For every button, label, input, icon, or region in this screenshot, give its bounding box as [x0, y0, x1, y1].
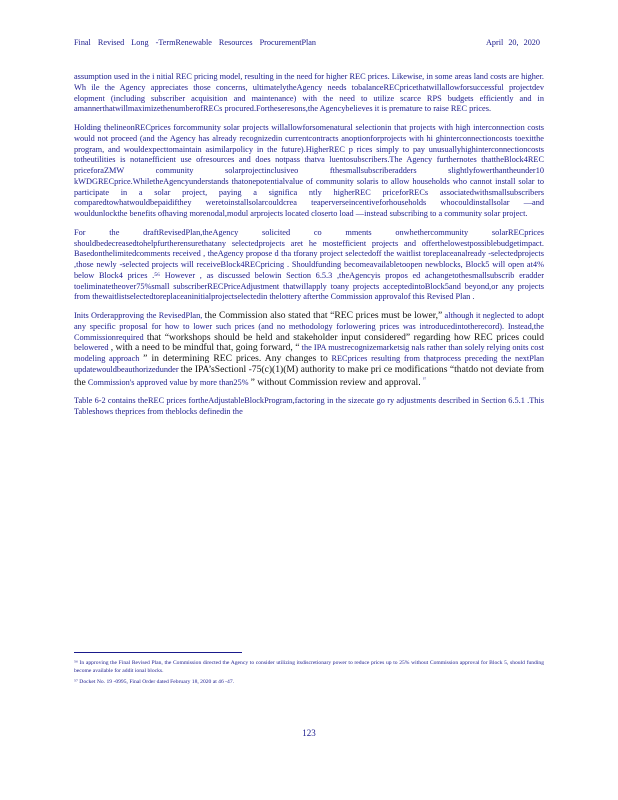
footnote-57: ⁵⁷ Docket No. 19 -0995, Final Order dated February 18, 2020 at 46 -47. — [74, 679, 235, 685]
header-title: Final Revised Long -TermRenewable Resources ProcurementPlan — [74, 38, 317, 47]
page-header — [74, 38, 540, 50]
footnote-56: ⁵⁶ In approving the Final Revised Plan, the Commission directed the Agency to consider utilizing itsdiscretionary power to reduce prices up to 25% without Commission approval for Block 5, should funding become available for addit ional blocks. — [74, 660, 544, 674]
paragraph-3: For the draftRevisedPlan,theAgency solicited co mments onwhethercommunity solarRECprices shouldbedecreasedtohelpfurtherensurethatany selectedprojects aret he mostefficient projects and offerthelowestpossiblebudgetimpact. Basedonthelimitedcomments received , theAgency propose d tha tforany project selectedoff the waitlist toreplaceanalready -selectedprojects ,those newly -selected projects will receiveBlock4RECpricing . Shouldfunding becomeavailabletoopen newblocks, Block5 will open at4% below Block4 prices .⁵⁶ However , as discussed belowin Section 6.5.3 ,theAgencyis propos ed achangetothesmallsubscrib eradder toeliminatetheover75%small subscriberRECPriceAdjustment thatwillapply toany projects acceptedintoBlock5and beyond,or any projects from thewaitlistselectedtoreplaceaninitialprojectselectedin thelottery afterthe Commission approvalof this Revised Plan . — [74, 227, 544, 302]
page-number: 123 — [302, 728, 316, 738]
paragraph-4 — [74, 311, 544, 388]
p4-f: , with a need to be mindful that, going forward, “ — [110, 342, 300, 354]
p4-g: the IPA mustrecognizemarketsig nals rather than solely relying onits cost modeling approach — [74, 343, 544, 363]
p4-a: Inits Orderapproving the RevisedPlan, — [74, 311, 203, 320]
header-date: April 20, 2020 — [486, 38, 540, 47]
paragraph-5: Table 6-2 contains theREC prices fortheAdjustableBlockProgram,factoring in the sizecate go ry adjustments described in Section 6.5.1 .This Tableshows theprices from theblocks definedin the — [74, 396, 544, 416]
p4-l: ” without Commission review and approval. — [250, 376, 421, 388]
p4-h: ” in determining REC prices. Any changes to — [143, 353, 328, 364]
footnote-ref-57: ⁵⁷ — [422, 377, 427, 383]
p4-k: Commission's approved value by more than25% — [87, 377, 249, 387]
p4-c: although it neglected to adopt any specific proposal for how to lower such prices (and no methodology forlowering prices was introducedintotherecord). Instead,the Commissionrequired — [74, 311, 545, 342]
paragraph-1: assumption used in the i nitial REC pricing model, resulting in the need for higher REC prices. Likewise, in some areas land costs are higher. Wh ile the Agency appreciates those concerns, ultimatelytheAgency needs tobalanceRECpricethatwillallowforsuccessful projectdev elopment (including subscriber acquisition and maintenance) with the need to utilize scarce RPS budgets efficiently and in amannerthatwillmaximizethenumberofRECs procured.Fortheseresons,the Agencybelieves it is premature to raise REC prices. — [74, 72, 544, 114]
p4-d: that “workshops should be held and stakeholder input considered” regarding how REC prices could — [146, 331, 544, 343]
footnote-divider — [74, 652, 242, 653]
p4-j: the IPA’sSectionl -75(c)(1)(M) authority to make pri ce modifications “thatdo not deviate from the — [74, 363, 544, 388]
p4-b: the Commission also stated that “REC prices must be lower,” — [204, 310, 443, 321]
p4-e: belowered — [74, 343, 109, 353]
paragraph-2: Holding thelineonRECprices forcommunity solar projects willallowforsomenatural selectionin that projects with high interconnection costs would not proceed (and the Agency has already recognizedin currentcontracts anoptionforprojects with hi ghinterconnectioncosts toexitthe program, and wouldexpecttomaintain asimilarpolicy in the future).HigherREC p rices simply to pay unusuallyhighinterconnectioncosts totheutilities is notanefficient use ofresources and does notpass thatva luentosubscribers.The Agency furthernotes thattheBlock4REC priceforaZMW community solarprojectinclusiveo fthesmallsubscriberadders slightlyfowerthantheunder10 kWDGRECprice.WhiletheAgencyunderstands thatonepotentialvalue of community solaris to allow households who cannot install solar to participate in a solar project, paying a significa ntly higherREC priceforRECs associatedwithsmallsubscribers comparedtowhatwouldbepaidifthey weretoinstallsolarcouldcrea teaperverseincentiveforhouseholds whocouldinstallsolar —and wouldunlockthe benefits ofhaving morenodal,modul arprojects located closerto load —instead subscribing to a community solar project. — [74, 123, 544, 218]
body-text — [74, 72, 544, 426]
footnotes — [74, 659, 544, 689]
p4-i: RECprices resulting from thatprocess preceding the nextPlan updatewouldbeauthorizedunder — [74, 354, 544, 374]
